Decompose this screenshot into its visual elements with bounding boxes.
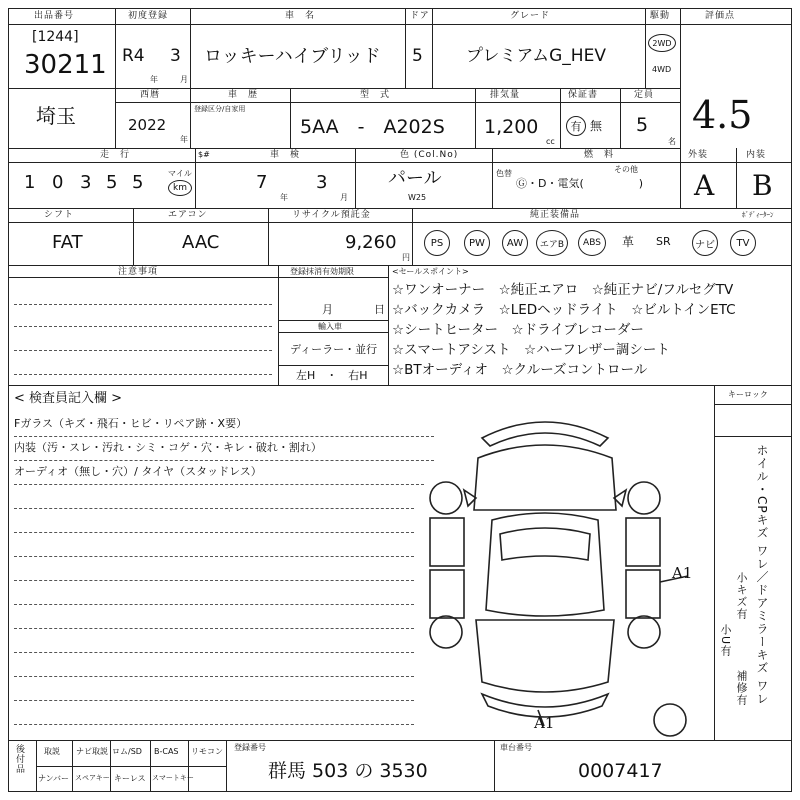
equip-aw-label: AW xyxy=(506,237,524,249)
equip-airbag-label: エアB xyxy=(539,239,565,250)
drive-header: 駆動 xyxy=(650,11,671,21)
chassis-value: 0007417 xyxy=(578,760,663,782)
mileage-digit-4: 5 xyxy=(106,172,118,193)
lot-header: 出品番号 xyxy=(34,11,75,21)
capacity-unit: 名 xyxy=(668,137,676,146)
lot-code: [1244] xyxy=(32,29,79,45)
equip-pw-label: PW xyxy=(469,237,485,249)
equipment-header: 純正装備品 xyxy=(530,210,581,220)
equip-abs-label: ABS xyxy=(583,238,601,248)
equip-ps-label: PS xyxy=(430,237,444,249)
equip-sr: SR xyxy=(656,235,671,248)
right-rear-wheel xyxy=(628,616,660,648)
item-keyless: キーレス xyxy=(114,774,146,783)
item-spare-key: スペアキー xyxy=(75,774,110,782)
score-value: 4.5 xyxy=(692,93,753,137)
mileage-digit-5: 5 xyxy=(132,172,144,193)
color-header: 色 (Col.No) xyxy=(400,150,459,160)
after-market-label: 後付品 xyxy=(14,744,24,774)
import-header: 輸入車 xyxy=(318,322,342,331)
score-header: 評価点 xyxy=(705,11,736,21)
capacity-header: 定員 xyxy=(634,90,655,100)
left-front-door xyxy=(430,518,464,566)
shift-header: シフト xyxy=(44,210,75,220)
inspector-line-1: Fガラス（キズ・飛石・ヒビ・リペア跡・X要） xyxy=(14,417,248,430)
mileage-km: km xyxy=(173,183,187,193)
side-note-3: 小U有 xyxy=(719,624,732,658)
item-smart-key: スマートキー xyxy=(152,774,194,782)
import-value: ディーラー・並行 xyxy=(290,343,378,356)
equip-airbag xyxy=(536,230,568,256)
model-value: 5AA - A202S xyxy=(300,116,445,138)
warranty-no: 無 xyxy=(590,119,603,133)
recycle-header: リサイクル預託金 xyxy=(292,210,371,220)
hood xyxy=(474,445,616,510)
aircon-header: エアコン xyxy=(168,210,208,220)
side-note-1: ホイル・CPキズ ワレ／ドアミラーキズ ワレ xyxy=(755,444,769,706)
item-manual: 取説 xyxy=(44,747,60,756)
capacity-value: 5 xyxy=(636,114,649,136)
plate-value: 群馬 503 の 3530 xyxy=(268,760,428,782)
aircon-value: AAC xyxy=(182,232,220,253)
equip-tv xyxy=(730,230,756,256)
item-rom-sd: ロム/SD xyxy=(112,747,142,756)
inspection-year: 7 xyxy=(256,172,268,193)
mark-a1-bottom: A1 xyxy=(534,714,555,732)
front-bumper xyxy=(482,422,608,446)
warranty-yes: 有 xyxy=(570,120,582,133)
equip-pw xyxy=(464,230,490,256)
side-note-2: 小キズ有 xyxy=(735,572,748,620)
sales-line-5: ☆BTオーディオ ☆クルーズコントロール xyxy=(392,362,648,378)
inspection-month-label: 月 xyxy=(340,193,348,202)
car-name: ロッキーハイブリッド xyxy=(204,46,381,67)
shift-value: FAT xyxy=(52,232,83,253)
inspection-year-label: 年 xyxy=(280,193,288,202)
interior-value: B xyxy=(752,169,773,202)
item-navi-manual: ナビ取説 xyxy=(76,747,108,756)
inspector-header: < 検査員記入欄 > xyxy=(14,391,123,406)
interior-header: 内装 xyxy=(746,150,767,160)
equip-navi-label: ナビ xyxy=(695,239,715,251)
trunk xyxy=(476,620,614,692)
right-front-wheel xyxy=(628,482,660,514)
left-rear-wheel xyxy=(430,616,462,648)
history-header: 車 歴 xyxy=(228,90,259,100)
mileage-km-circle xyxy=(168,180,192,196)
cc-unit: cc xyxy=(546,137,555,146)
right-rear-door xyxy=(626,570,660,618)
spare-wheel xyxy=(654,704,686,736)
recycle-value: 9,260 xyxy=(345,232,397,253)
history-sub: 登録区分/自家用 xyxy=(194,105,246,113)
left-rear-door xyxy=(430,570,464,618)
car-diagram xyxy=(420,410,700,740)
windshield xyxy=(500,528,590,560)
right-front-door xyxy=(626,518,660,566)
grade-value: プレミアムG_HEV xyxy=(466,46,606,66)
exterior-header: 外装 xyxy=(688,150,709,160)
inspection-month: 3 xyxy=(316,172,328,193)
drive-2wd-circle xyxy=(648,34,676,52)
sales-header: <セールスポイント> xyxy=(392,267,469,276)
year-value: 2022 xyxy=(128,116,167,134)
mileage-sd: $# xyxy=(198,150,210,159)
warranty-header: 保証書 xyxy=(568,90,599,100)
item-number: ナンバー xyxy=(38,774,70,783)
lot-number: 30211 xyxy=(24,50,107,80)
equip-ps xyxy=(424,230,450,256)
drive-2wd: 2WD xyxy=(652,38,672,48)
reg-deadline-month: 月 xyxy=(322,303,333,316)
reg-deadline-header: 登録抹消有効期限 xyxy=(290,267,354,276)
inspector-line-2: 内装（汚・スレ・汚れ・シミ・コゲ・穴・キレ・破れ・割れ） xyxy=(14,441,322,454)
drive-4wd: 4WD xyxy=(652,65,672,74)
prefecture: 埼玉 xyxy=(36,104,76,128)
fuel-value: Ⓖ・D・電気( ) xyxy=(516,177,644,190)
cc-value: 1,200 xyxy=(484,116,539,138)
first-reg-month-label: 月 xyxy=(180,75,188,84)
mileage-header: 走 行 xyxy=(100,150,131,160)
mileage-digit-2: 0 xyxy=(52,172,64,193)
inspection-header: 車 検 xyxy=(270,150,301,160)
color-change: 色替 xyxy=(496,169,512,178)
item-bcas: B-CAS xyxy=(154,747,179,756)
model-header: 型 式 xyxy=(360,90,391,100)
fuel-header: 燃 料 xyxy=(584,150,615,160)
warranty-yes-circle xyxy=(566,116,586,136)
grade-header: グレード xyxy=(510,11,551,21)
equip-abs xyxy=(578,230,606,256)
sales-line-3: ☆シートヒーター ☆ドライブレコーダー xyxy=(392,322,644,338)
equip-leather: 革 xyxy=(622,235,635,249)
first-reg-year-label: 年 xyxy=(150,75,158,84)
color-value: パール xyxy=(388,168,442,189)
sales-line-2: ☆バックカメラ ☆LEDヘッドライト ☆ビルトインETC xyxy=(392,302,736,318)
first-reg-month: 3 xyxy=(170,46,181,66)
car-name-header: 車 名 xyxy=(285,11,316,21)
cc-header: 排気量 xyxy=(490,90,521,100)
year-label: 年 xyxy=(180,135,188,144)
left-front-wheel xyxy=(430,482,462,514)
inspector-line-3: オーディオ（無し・穴）/ タイヤ（スタッドレス） xyxy=(14,465,262,478)
color-code: W25 xyxy=(408,193,427,202)
exterior-value: A xyxy=(694,169,715,202)
sales-line-4: ☆スマートアシスト ☆ハーフレザー調シート xyxy=(392,342,670,358)
door-count: 5 xyxy=(412,46,423,66)
mark-a1-right: A1 xyxy=(672,564,693,582)
mileage-digit-1: 1 xyxy=(24,172,36,193)
notes-header: 注意事項 xyxy=(118,267,159,277)
import-handle: 左H ・ 右H xyxy=(296,369,368,382)
fuel-other: その他 xyxy=(614,165,638,174)
equip-aw xyxy=(502,230,528,256)
equip-navi xyxy=(692,230,718,256)
side-note-4: 補修有 xyxy=(735,670,748,706)
first-reg-header: 初度登録 xyxy=(128,11,169,21)
sales-line-1: ☆ワンオーナー ☆純正エアロ ☆純正ナビ/フルセグTV xyxy=(392,282,734,298)
equip-tv-label: TV xyxy=(736,237,750,249)
first-reg-era: R4 xyxy=(122,46,145,66)
door-header: ドア xyxy=(410,11,430,21)
mileage-digit-3: 3 xyxy=(80,172,92,193)
equipment-extra: ﾎﾞﾃﾞｨｰﾀｰﾝ xyxy=(742,211,774,219)
plate-header: 登録番号 xyxy=(234,743,266,752)
recycle-unit: 円 xyxy=(402,253,410,262)
chassis-header: 車台番号 xyxy=(500,743,532,752)
keylock-header: キーロック xyxy=(728,390,768,399)
item-remote: リモコン xyxy=(191,747,223,756)
mileage-mile: マイル xyxy=(168,169,192,178)
reg-deadline-day: 日 xyxy=(374,303,385,316)
year-header: 西暦 xyxy=(140,90,161,100)
